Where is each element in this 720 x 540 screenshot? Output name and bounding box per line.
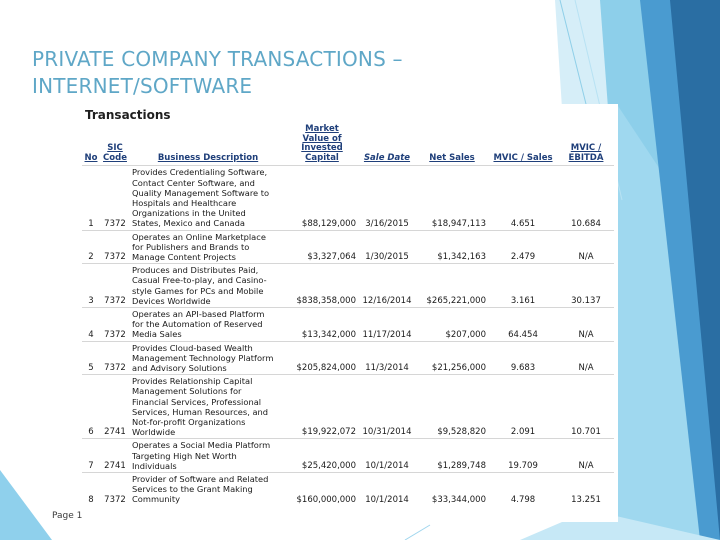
col-header-mvic xyxy=(286,124,358,166)
row-mvic-sales: 4.798 xyxy=(488,473,558,506)
row-business-description-line: Manage Content Projects xyxy=(132,252,236,262)
row-business-description-line: for the Automation of Reserved xyxy=(132,319,263,330)
col-header-no: No xyxy=(84,152,98,163)
row-business-description-line: Provides Cloud-based Wealth xyxy=(132,342,253,353)
row-sale-date: 10/1/2014 xyxy=(358,439,416,473)
col-header-mvic-line: Invested xyxy=(301,143,343,154)
row-business-description-line: for Publishers and Brands to xyxy=(132,241,250,252)
row-sic-code: 7372 xyxy=(100,230,130,264)
row-business-description-line: Individuals xyxy=(132,460,177,471)
row-mvic: $838,358,000 xyxy=(286,264,358,308)
row-business-description-line: Produces and Distributes Paid, xyxy=(132,265,259,276)
page-label: Page 1 xyxy=(52,511,83,521)
table-row xyxy=(82,473,614,506)
row-mvic-sales: 9.683 xyxy=(488,341,558,375)
row-mvic-ebitda: 13.251 xyxy=(558,473,614,506)
row-number: 8 xyxy=(82,473,100,506)
row-business-description xyxy=(130,308,286,342)
row-mvic: $19,922,072 xyxy=(286,375,358,439)
row-mvic: $13,342,000 xyxy=(286,308,358,342)
slide-title xyxy=(32,46,552,100)
row-business-description-line: Services, Human Resources, and xyxy=(132,406,269,417)
row-sale-date: 3/16/2015 xyxy=(358,166,416,230)
row-business-description-line: States, Mexico and Canada xyxy=(132,218,245,229)
row-sale-date: 1/30/2015 xyxy=(358,230,416,264)
row-business-description-line: Targeting High Net Worth xyxy=(132,450,237,461)
row-mvic-ebitda: 30.137 xyxy=(558,264,614,308)
row-mvic-sales: 3.161 xyxy=(488,264,558,308)
col-header-sale-date: Sale Date xyxy=(363,152,411,163)
row-number: 4 xyxy=(82,308,100,342)
row-business-description-line: and Advisory Solutions xyxy=(132,363,227,374)
transactions-table xyxy=(82,124,614,506)
row-sic-code: 2741 xyxy=(100,439,130,473)
row-net-sales: $9,528,820 xyxy=(416,375,488,439)
row-mvic-sales: 4.651 xyxy=(488,166,558,230)
row-mvic-ebitda: 10.701 xyxy=(558,375,614,439)
row-number: 6 xyxy=(82,375,100,439)
row-business-description xyxy=(130,473,286,506)
row-mvic-ebitda: N/A xyxy=(558,341,614,375)
row-business-description xyxy=(130,230,286,264)
row-sic-code: 7372 xyxy=(100,264,130,308)
row-net-sales: $207,000 xyxy=(416,308,488,342)
row-business-description-line: Provider of Software and Related xyxy=(132,474,269,485)
row-mvic-sales: 64.454 xyxy=(488,308,558,342)
row-business-description-line: Management Technology Platform xyxy=(132,352,274,363)
row-sale-date: 10/31/2014 xyxy=(358,375,416,439)
col-header-mvic-ebitda xyxy=(558,124,614,166)
row-number: 2 xyxy=(82,230,100,264)
row-business-description-line: Provides Credentialing Software, xyxy=(132,167,268,178)
row-mvic-ebitda: N/A xyxy=(558,230,614,264)
col-header-mvic-ebitda-line: MVIC / xyxy=(570,143,602,154)
row-business-description-line: Contact Center Software, and xyxy=(132,177,255,188)
table-row xyxy=(82,308,614,342)
row-sic-code: 2741 xyxy=(100,375,130,439)
row-net-sales: $1,342,163 xyxy=(416,230,488,264)
row-net-sales: $33,344,000 xyxy=(416,473,488,506)
row-sale-date: 10/1/2014 xyxy=(358,473,416,506)
row-number: 5 xyxy=(82,341,100,375)
row-sale-date: 11/3/2014 xyxy=(358,341,416,375)
row-mvic: $160,000,000 xyxy=(286,473,358,506)
row-net-sales: $1,289,748 xyxy=(416,439,488,473)
slide-title-line-1: PRIVATE COMPANY TRANSACTIONS – xyxy=(32,47,403,71)
row-mvic: $3,327,064 xyxy=(286,230,358,264)
row-number: 3 xyxy=(82,264,100,308)
row-business-description xyxy=(130,166,286,230)
row-business-description-line: Hospitals and Healthcare xyxy=(132,197,237,208)
row-mvic-sales: 19.709 xyxy=(488,439,558,473)
row-business-description-line: Provides Relationship Capital xyxy=(132,376,253,387)
transactions-heading: Transactions xyxy=(85,108,171,122)
bottom-accent-line xyxy=(405,525,430,540)
col-header-sic xyxy=(100,124,130,166)
row-sic-code: 7372 xyxy=(100,166,130,230)
row-mvic: $88,129,000 xyxy=(286,166,358,230)
col-header-mvic-sales: MVIC / Sales xyxy=(493,152,553,163)
row-business-description-line: Community xyxy=(132,494,181,505)
row-business-description xyxy=(130,375,286,439)
row-business-description xyxy=(130,341,286,375)
table-header-row xyxy=(82,124,614,166)
row-business-description-line: Media Sales xyxy=(132,329,182,340)
col-header-net-sales: Net Sales xyxy=(429,152,475,163)
table-row xyxy=(82,341,614,375)
row-business-description xyxy=(130,439,286,473)
row-business-description-line: Operates a Social Media Platform xyxy=(132,440,271,451)
row-business-description-line: Casual Free-to-play, and Casino- xyxy=(132,275,267,286)
row-net-sales: $265,221,000 xyxy=(416,264,488,308)
table-row xyxy=(82,264,614,308)
col-header-sic-line: SIC xyxy=(107,143,123,154)
bottom-left-triangle xyxy=(0,470,52,540)
transactions-table-body xyxy=(82,166,614,506)
row-business-description-line: Financial Services, Professional xyxy=(132,396,262,407)
row-sale-date: 12/16/2014 xyxy=(358,264,416,308)
col-header-mvic-ebitda-line: EBITDA xyxy=(568,152,604,163)
transactions-panel xyxy=(78,104,618,522)
row-business-description-line: style Games for PCs and Mobile xyxy=(132,285,264,296)
row-sic-code: 7372 xyxy=(100,308,130,342)
row-mvic-ebitda: N/A xyxy=(558,439,614,473)
row-sic-code: 7372 xyxy=(100,473,130,506)
col-header-mvic-line: Capital xyxy=(305,152,339,163)
row-mvic: $205,824,000 xyxy=(286,341,358,375)
row-business-description-line: Management Solutions for xyxy=(132,386,242,397)
row-business-description-line: Operates an API-based Platform xyxy=(132,309,265,320)
table-row xyxy=(82,439,614,473)
row-business-description xyxy=(130,264,286,308)
row-mvic: $25,420,000 xyxy=(286,439,358,473)
row-mvic-sales: 2.091 xyxy=(488,375,558,439)
table-row xyxy=(82,166,614,230)
col-header-business: Business Description xyxy=(157,152,259,163)
table-row xyxy=(82,230,614,264)
slide-title-line-2: INTERNET/SOFTWARE xyxy=(32,74,253,98)
row-business-description-line: Operates an Online Marketplace xyxy=(132,231,266,242)
table-row xyxy=(82,375,614,439)
row-business-description-line: Organizations in the United xyxy=(132,208,246,219)
col-header-mvic-line: Market xyxy=(305,124,339,134)
row-business-description-line: Worldwide xyxy=(132,427,176,438)
row-net-sales: $18,947,113 xyxy=(416,166,488,230)
row-number: 7 xyxy=(82,439,100,473)
row-business-description-line: Not-for-profit Organizations xyxy=(132,417,246,428)
col-header-mvic-line: Value of xyxy=(302,133,342,144)
row-net-sales: $21,256,000 xyxy=(416,341,488,375)
row-mvic-ebitda: 10.684 xyxy=(558,166,614,230)
col-header-sic-line: Code xyxy=(103,152,127,163)
row-mvic-sales: 2.479 xyxy=(488,230,558,264)
row-sic-code: 7372 xyxy=(100,341,130,375)
row-business-description-line: Quality Management Software to xyxy=(132,187,270,198)
row-sale-date: 11/17/2014 xyxy=(358,308,416,342)
row-business-description-line: Devices Worldwide xyxy=(132,295,211,306)
row-number: 1 xyxy=(82,166,100,230)
row-mvic-ebitda: N/A xyxy=(558,308,614,342)
row-business-description-line: Services to the Grant Making xyxy=(132,484,253,495)
